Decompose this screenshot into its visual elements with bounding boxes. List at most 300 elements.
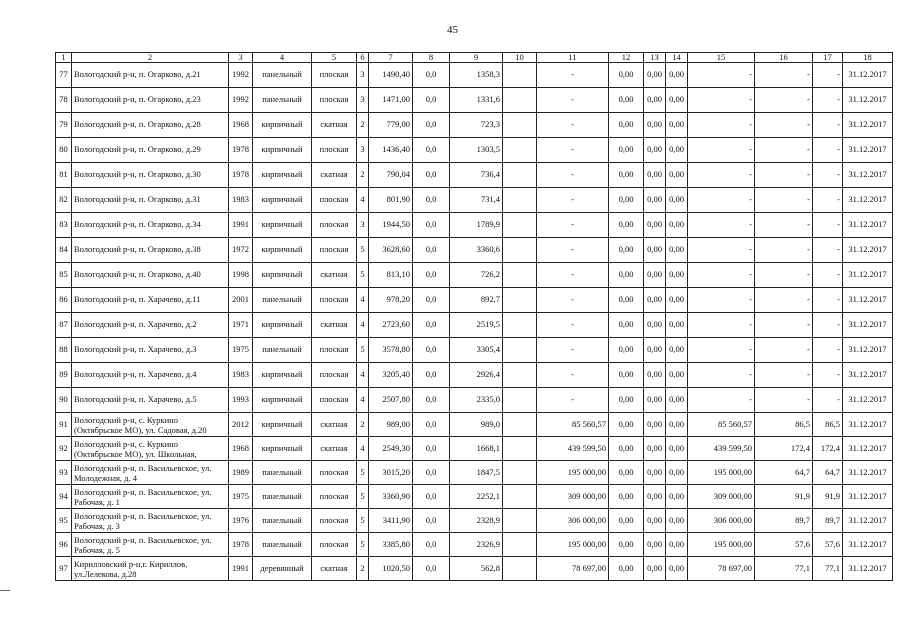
table-cell: - [755,238,813,263]
table-cell: 0,00 [644,413,666,437]
table-cell: деревянный [253,557,312,581]
table-row [56,533,893,557]
table-cell: 2549,30 [369,437,413,461]
table-cell: 0,00 [644,461,666,485]
table-cell: 3628,60 [369,238,413,263]
table-cell: 0,00 [609,485,644,509]
table-cell: - [537,288,609,313]
table-cell: 0,00 [644,213,666,238]
table-cell: 0,0 [413,363,450,388]
column-header: 13 [644,53,666,63]
table-cell [503,288,537,313]
table-cell: 726,2 [450,263,503,288]
table-cell: Вологодский р-н, п. Васильевское, ул. Рабочая, д. 5 [72,533,229,557]
table-cell: 64,7 [813,461,843,485]
table-cell: 0,00 [609,338,644,363]
table-cell: 0,00 [666,461,688,485]
table-cell: скатная [312,313,357,338]
table-cell: 0,0 [413,138,450,163]
table-cell: 1020,50 [369,557,413,581]
table-cell: 57,6 [813,533,843,557]
table-cell: Вологодский р-н, п. Огарково, д.29 [72,138,229,163]
table-cell: - [537,338,609,363]
table-cell: - [688,388,755,413]
table-cell: кирпичный [253,238,312,263]
table-cell: скатная [312,263,357,288]
table-cell: - [688,213,755,238]
table-cell [503,437,537,461]
table-cell: 0,0 [413,213,450,238]
table-cell: 96 [56,533,72,557]
table-cell: плоская [312,238,357,263]
table-row [56,313,893,338]
table-cell: плоская [312,533,357,557]
table-cell: 0,0 [413,533,450,557]
table-cell: панельный [253,288,312,313]
table-cell: 0,00 [609,213,644,238]
table-cell: 91,9 [813,485,843,509]
table-cell: - [813,363,843,388]
table-cell: 4 [357,188,369,213]
table-cell: 1991 [229,557,253,581]
table-cell: - [688,138,755,163]
table-cell: кирпичный [253,363,312,388]
table-cell: 0,00 [609,509,644,533]
table-cell: 3 [357,88,369,113]
table-cell: - [537,88,609,113]
table-row [56,485,893,509]
table-cell: 0,00 [666,413,688,437]
table-cell: - [813,388,843,413]
table-cell: - [537,63,609,88]
table-cell: 0,0 [413,188,450,213]
table-cell: 0,00 [666,213,688,238]
table-cell: 1971 [229,313,253,338]
table-cell [503,313,537,338]
table-cell: 1978 [229,533,253,557]
table-cell: 892,7 [450,288,503,313]
table-cell: 0,0 [413,163,450,188]
table-cell: Вологодский р-н, п. Васильевское, ул. Рабочая, д. 3 [72,509,229,533]
table-cell: Вологодский р-н, п. Огарково, д.28 [72,113,229,138]
table-cell: Вологодский р-н, п. Огарково, д.40 [72,263,229,288]
table-cell: 3 [357,138,369,163]
column-header: 15 [688,53,755,63]
table-cell [503,557,537,581]
table-cell: 0,00 [609,533,644,557]
table-cell: кирпичный [253,213,312,238]
table-cell: 3015,20 [369,461,413,485]
table-cell: 0,00 [644,485,666,509]
table-cell: 0,00 [609,163,644,188]
column-header: 9 [450,53,503,63]
page-number: 45 [447,24,458,36]
table-cell: 31.12.2017 [843,138,893,163]
table-cell: 1358,3 [450,63,503,88]
table-cell: 2326,9 [450,533,503,557]
table-cell: 31.12.2017 [843,509,893,533]
table-cell [503,63,537,88]
table-cell: 89,7 [813,509,843,533]
table-row [56,363,893,388]
table-cell: 85 [56,263,72,288]
table-cell: плоская [312,338,357,363]
table-cell: - [755,338,813,363]
table-cell: 195 000,00 [688,461,755,485]
table-cell: 0,00 [609,363,644,388]
table-cell: 195 000,00 [537,461,609,485]
table-cell: - [688,113,755,138]
table-cell: - [755,313,813,338]
table-cell [503,485,537,509]
table-cell: 2001 [229,288,253,313]
table-cell: 439 599,50 [688,437,755,461]
table-cell: - [688,163,755,188]
table-cell: 83 [56,213,72,238]
table-cell [503,263,537,288]
table-cell: 0,00 [644,388,666,413]
column-header: 11 [537,53,609,63]
column-header: 18 [843,53,893,63]
table-cell: 1992 [229,88,253,113]
table-cell: - [688,313,755,338]
table-cell: 195 000,00 [537,533,609,557]
table-cell: 84 [56,238,72,263]
table-cell: Вологодский р-н, п. Харачево, д.3 [72,338,229,363]
table-cell: - [813,188,843,213]
table-cell: 0,00 [609,88,644,113]
table-cell: 989,0 [450,413,503,437]
table-cell: 3305,4 [450,338,503,363]
table-cell: 1983 [229,363,253,388]
table-cell: 81 [56,163,72,188]
table-cell: панельный [253,88,312,113]
table-cell: 1436,40 [369,138,413,163]
table-cell: 31.12.2017 [843,533,893,557]
table-cell: - [537,213,609,238]
table-cell: 0,00 [666,188,688,213]
table-cell: 85 560,57 [688,413,755,437]
table-cell: 31.12.2017 [843,461,893,485]
table-cell: 3360,90 [369,485,413,509]
table-cell [503,113,537,138]
table-cell: 2507,80 [369,388,413,413]
table-cell: - [537,238,609,263]
table-cell: 0,00 [666,163,688,188]
table-cell: 1331,6 [450,88,503,113]
table-row [56,113,893,138]
table-cell: 57,6 [755,533,813,557]
table-cell: 2012 [229,413,253,437]
table-cell: 1789,9 [450,213,503,238]
table-cell: 0,00 [609,461,644,485]
table-cell: - [755,163,813,188]
table-cell: 1490,40 [369,63,413,88]
table-cell: - [537,313,609,338]
table-cell: скатная [312,113,357,138]
table-cell: 0,00 [644,138,666,163]
table-cell: 0,00 [609,188,644,213]
table-cell: 0,00 [644,338,666,363]
table-cell: 0,00 [644,557,666,581]
table-cell: - [755,263,813,288]
table-row [56,338,893,363]
table-cell: 0,00 [609,413,644,437]
table-row [56,263,893,288]
table-cell: 31.12.2017 [843,113,893,138]
table-cell: - [755,88,813,113]
table-cell: 89,7 [755,509,813,533]
table-cell: - [688,88,755,113]
table-cell: 5 [357,485,369,509]
table-cell: 87 [56,313,72,338]
table-cell: кирпичный [253,138,312,163]
table-cell: панельный [253,533,312,557]
table-cell: - [537,263,609,288]
table-cell: 0,00 [644,88,666,113]
table-cell: 31.12.2017 [843,238,893,263]
table-cell: 91 [56,413,72,437]
table-cell: 94 [56,485,72,509]
table-cell: 86,5 [813,413,843,437]
column-header: 16 [755,53,813,63]
table-cell: 0,00 [644,238,666,263]
table-cell: 31.12.2017 [843,263,893,288]
table-cell: 4 [357,388,369,413]
table-cell: 97 [56,557,72,581]
table-cell: 0,0 [413,113,450,138]
table-cell: - [537,363,609,388]
table-cell: 0,00 [644,509,666,533]
table-cell [503,188,537,213]
column-header: 5 [312,53,357,63]
table-cell: кирпичный [253,263,312,288]
table-row [56,461,893,485]
table-cell: 64,7 [755,461,813,485]
table-cell: кирпичный [253,413,312,437]
table-cell: 0,00 [644,63,666,88]
table-cell: 1944,50 [369,213,413,238]
table-cell: плоская [312,363,357,388]
table-cell: Вологодский р-н, п. Огарково, д.31 [72,188,229,213]
table-row [56,413,893,437]
table-cell: 3411,90 [369,509,413,533]
table-cell: 779,00 [369,113,413,138]
table-cell: 0,00 [666,388,688,413]
table-cell: 31.12.2017 [843,313,893,338]
table-cell: 4 [357,437,369,461]
table-cell: 790,04 [369,163,413,188]
table-cell: - [688,63,755,88]
table-cell: 2926,4 [450,363,503,388]
table-cell: 31.12.2017 [843,485,893,509]
table-cell: - [813,138,843,163]
table-row [56,388,893,413]
table-cell: Вологодский р-н, п. Огарково, д.21 [72,63,229,88]
table-row [56,238,893,263]
table-cell: 306 000,00 [688,509,755,533]
table-cell: 3385,80 [369,533,413,557]
table-cell: 0,0 [413,509,450,533]
table-row [56,288,893,313]
table-cell: 0,00 [666,63,688,88]
table-cell: 0,00 [666,533,688,557]
table-cell: - [537,163,609,188]
table-cell: 0,00 [666,263,688,288]
table-cell: 195 000,00 [688,533,755,557]
table-cell [503,88,537,113]
table-cell: 85 560,57 [537,413,609,437]
table-cell: 0,00 [644,113,666,138]
table-row [56,437,893,461]
table-cell: плоская [312,213,357,238]
table-cell [503,509,537,533]
table-cell: 0,00 [609,138,644,163]
table-cell: 78 [56,88,72,113]
table-cell: кирпичный [253,188,312,213]
table-cell: Вологодский р-н, п. Харачево, д.2 [72,313,229,338]
table-cell: 92 [56,437,72,461]
table-cell: 0,0 [413,313,450,338]
table-cell: 31.12.2017 [843,388,893,413]
table-cell: 79 [56,113,72,138]
table-cell: 78 697,00 [537,557,609,581]
table-cell: плоская [312,63,357,88]
table-cell: скатная [312,557,357,581]
table-cell: 0,0 [413,461,450,485]
table-cell: 1978 [229,163,253,188]
table-cell: Вологодский р-н, п. Харачево, д.11 [72,288,229,313]
table-cell: 1989 [229,461,253,485]
table-cell: - [755,388,813,413]
table-cell: 0,0 [413,263,450,288]
table-cell: - [537,388,609,413]
table-cell: 3578,80 [369,338,413,363]
table-cell: 0,0 [413,338,450,363]
table-row [56,188,893,213]
table-cell: 0,0 [413,238,450,263]
table-cell: - [755,138,813,163]
table-cell: 731,4 [450,188,503,213]
table-cell: 4 [357,288,369,313]
table-cell: 31.12.2017 [843,557,893,581]
table-cell: 723,3 [450,113,503,138]
table-cell: 0,00 [666,238,688,263]
table-cell: плоская [312,188,357,213]
table-cell: 0,00 [609,113,644,138]
table-cell: Вологодский р-н, п. Васильевское, ул. Молодежная, д. 4 [72,461,229,485]
table-cell: 80 [56,138,72,163]
table-cell: плоская [312,461,357,485]
table-cell: 0,00 [609,288,644,313]
table-cell: 0,00 [666,509,688,533]
table-cell: 5 [357,338,369,363]
table-cell [503,163,537,188]
table-cell: 309 000,00 [688,485,755,509]
table-cell: 5 [357,461,369,485]
table-cell: 5 [357,238,369,263]
table-cell: 1993 [229,388,253,413]
table-cell: 2 [357,557,369,581]
table-cell: 31.12.2017 [843,213,893,238]
table-cell: панельный [253,461,312,485]
table-cell: Вологодский р-н, с. Куркино (Октябрьское МО), ул. Школьная, [72,437,229,461]
table-cell: 1968 [229,113,253,138]
table-cell: - [688,263,755,288]
table-cell: 0,0 [413,485,450,509]
table-cell: 77 [56,63,72,88]
table-cell: кирпичный [253,437,312,461]
table-cell [503,533,537,557]
table-row [56,88,893,113]
table-cell: 1991 [229,213,253,238]
table-cell: - [813,338,843,363]
table-row [56,557,893,581]
table-cell: 2723,60 [369,313,413,338]
table-cell [503,238,537,263]
table-cell: 31.12.2017 [843,437,893,461]
table-cell: 0,0 [413,288,450,313]
table-cell: 0,00 [644,263,666,288]
table-cell: 1978 [229,138,253,163]
table-cell: 172,4 [813,437,843,461]
table-cell: 89 [56,363,72,388]
table-cell: 1471,00 [369,88,413,113]
table-cell: 1668,1 [450,437,503,461]
table-cell: 31.12.2017 [843,163,893,188]
table-cell: 0,0 [413,88,450,113]
table-cell: - [813,113,843,138]
table-cell: 1992 [229,63,253,88]
table-cell: 1983 [229,188,253,213]
table-cell: 4 [357,313,369,338]
table-cell: Вологодский р-н, п. Огарково, д.34 [72,213,229,238]
table-cell: - [813,263,843,288]
table-cell: 0,00 [666,437,688,461]
table-cell [503,213,537,238]
table-cell: плоская [312,388,357,413]
table-cell: 77,1 [755,557,813,581]
table-cell: 77,1 [813,557,843,581]
table-cell: панельный [253,338,312,363]
table-cell: - [688,363,755,388]
table-cell: кирпичный [253,113,312,138]
table-cell: 31.12.2017 [843,188,893,213]
scan-edge-mark [0,590,10,591]
table-cell: 0,00 [666,557,688,581]
table-cell: плоская [312,288,357,313]
table-cell: кирпичный [253,163,312,188]
table-cell: 0,0 [413,437,450,461]
table-cell: 2 [357,163,369,188]
table-cell [503,138,537,163]
table-cell: 0,00 [666,138,688,163]
table-cell: 0,00 [609,557,644,581]
table-cell: 0,00 [644,437,666,461]
table-cell: 0,00 [609,238,644,263]
table-cell: Вологодский р-н, с. Куркино (Октябрьское МО), ул. Садовая, д.20 [72,413,229,437]
table-cell: 31.12.2017 [843,288,893,313]
table-cell: Вологодский р-н, п. Васильевское, ул. Рабочая, д. 1 [72,485,229,509]
table-cell: 0,00 [609,388,644,413]
table-row [56,213,893,238]
table-cell: 978,20 [369,288,413,313]
table-cell: Вологодский р-н, п. Харачево, д.5 [72,388,229,413]
table-cell: 86,5 [755,413,813,437]
table-cell: 0,00 [666,338,688,363]
table-cell: - [813,213,843,238]
table-cell: 1975 [229,338,253,363]
